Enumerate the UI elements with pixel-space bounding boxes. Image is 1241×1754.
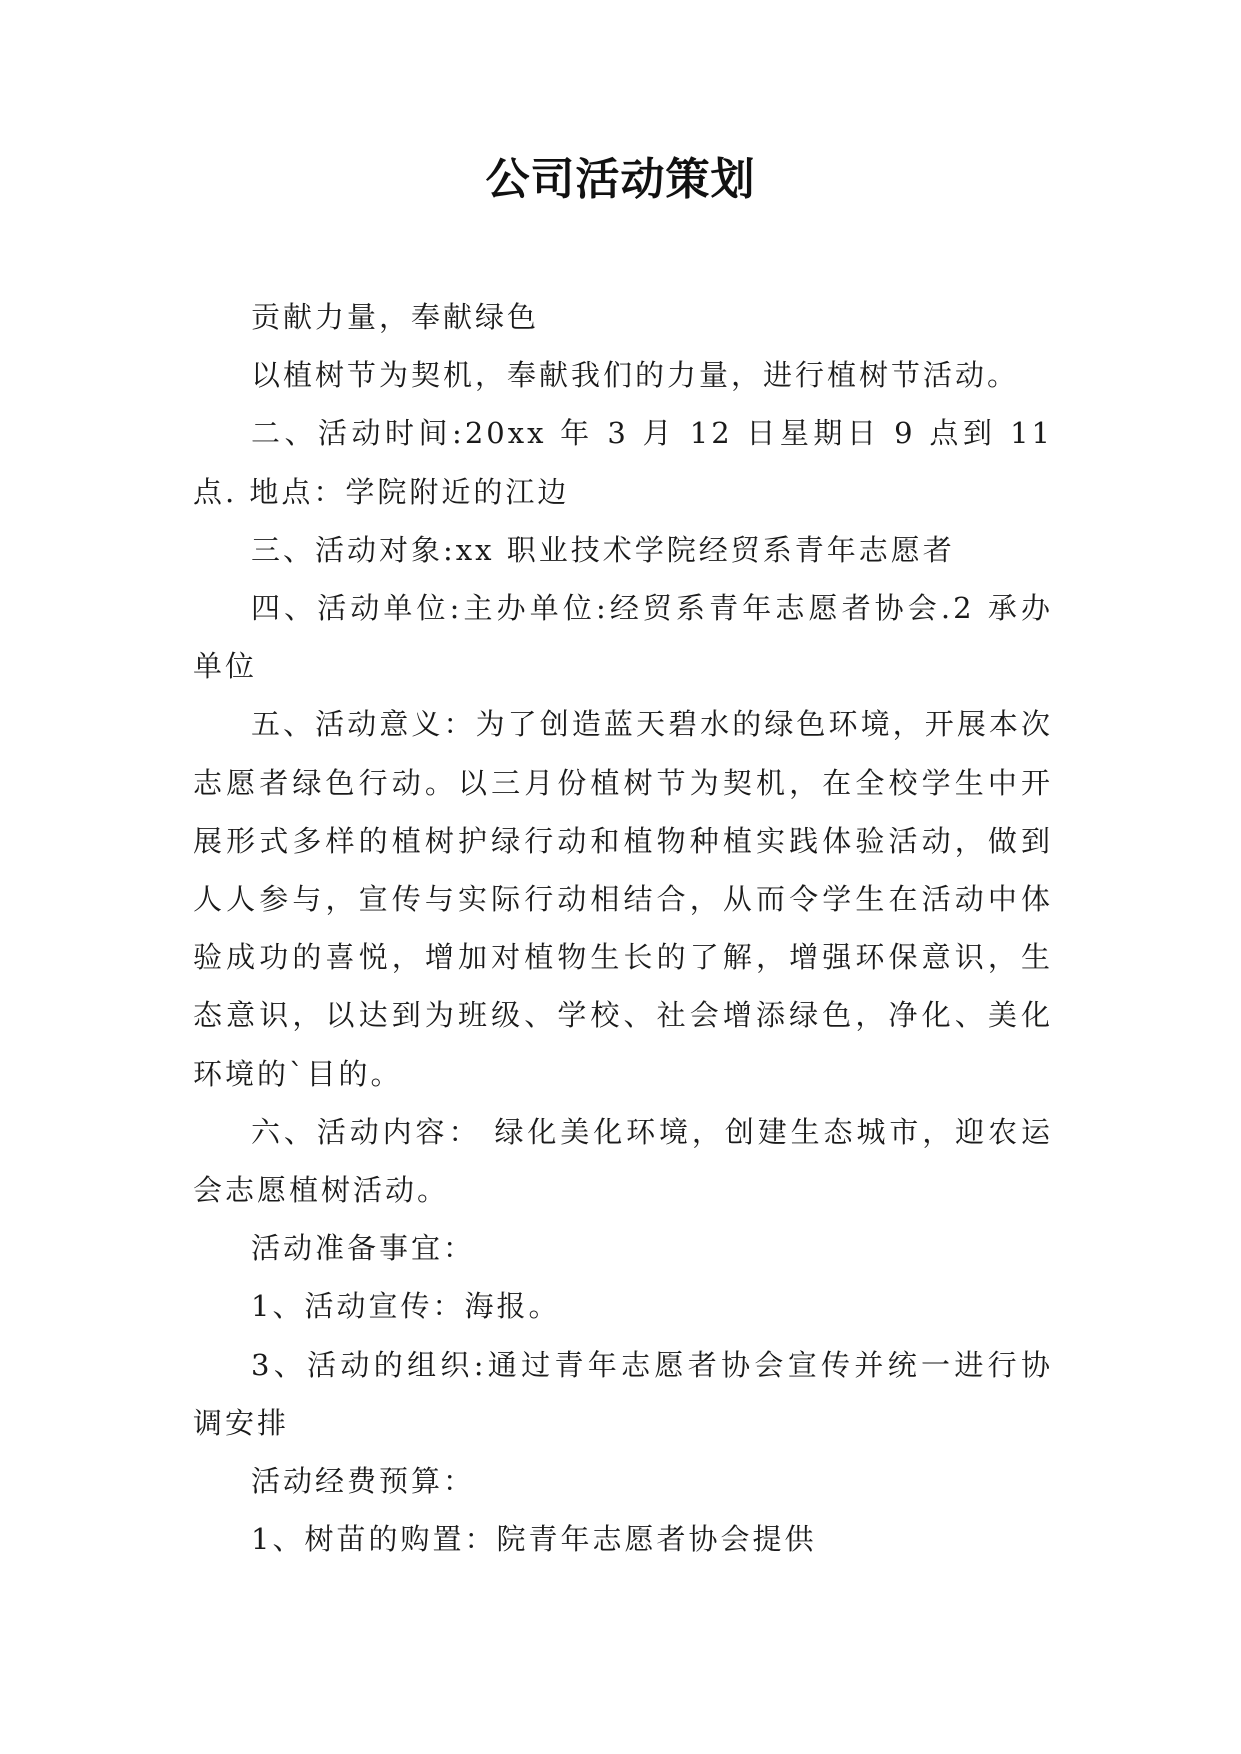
paragraph-time-location: 二、活动时间:20xx 年 3 月 12 日星期日 9 点到 11 点. 地点：学院附近的江边 <box>193 416 1053 509</box>
paragraph-target: 三、活动对象:xx 职业技术学院经贸系青年志愿者 <box>251 532 955 567</box>
paragraph-preparation-heading: 活动准备事宜： <box>251 1231 476 1266</box>
paragraph-budget-heading: 活动经费预算： <box>251 1464 476 1499</box>
paragraph-preparation-1: 1、活动宣传：海报。 <box>251 1289 561 1324</box>
paragraph-budget-1: 1、树苗的购置：院青年志愿者协会提供 <box>251 1522 817 1557</box>
paragraph-intro: 以植树节为契机，奉献我们的力量，进行植树节活动。 <box>251 358 1020 393</box>
paragraph-organizer: 四、活动单位:主办单位:经贸系青年志愿者协会.2 承办单位 <box>193 591 1053 684</box>
paragraph-preparation-3: 3、活动的组织:通过青年志愿者协会宣传并统一进行协调安排 <box>193 1347 1053 1440</box>
document-body <box>193 288 1053 1568</box>
document-title: 公司活动策划 <box>485 154 756 205</box>
paragraph-slogan: 贡献力量，奉献绿色 <box>251 300 540 334</box>
paragraph-significance: 五、活动意义：为了创造蓝天碧水的绿色环境，开展本次志愿者绿色行动。以三月份植树节为契机，在全校学生中开展形式多样的植树护绿行动和植物种植实践体验活动，做到人人参与，宣传与实际行动相结合，从而令学生在活动中体验成功的喜悦，增加对植物生长的了解，增强环保意识，生态意识，以达到为班级、学校、社会增添绿色，净化、美化环境的`目的。 <box>193 707 1053 1091</box>
paragraph-content: 六、活动内容： 绿化美化环境，创建生态城市，迎农运会志愿植树活动。 <box>193 1114 1053 1208</box>
